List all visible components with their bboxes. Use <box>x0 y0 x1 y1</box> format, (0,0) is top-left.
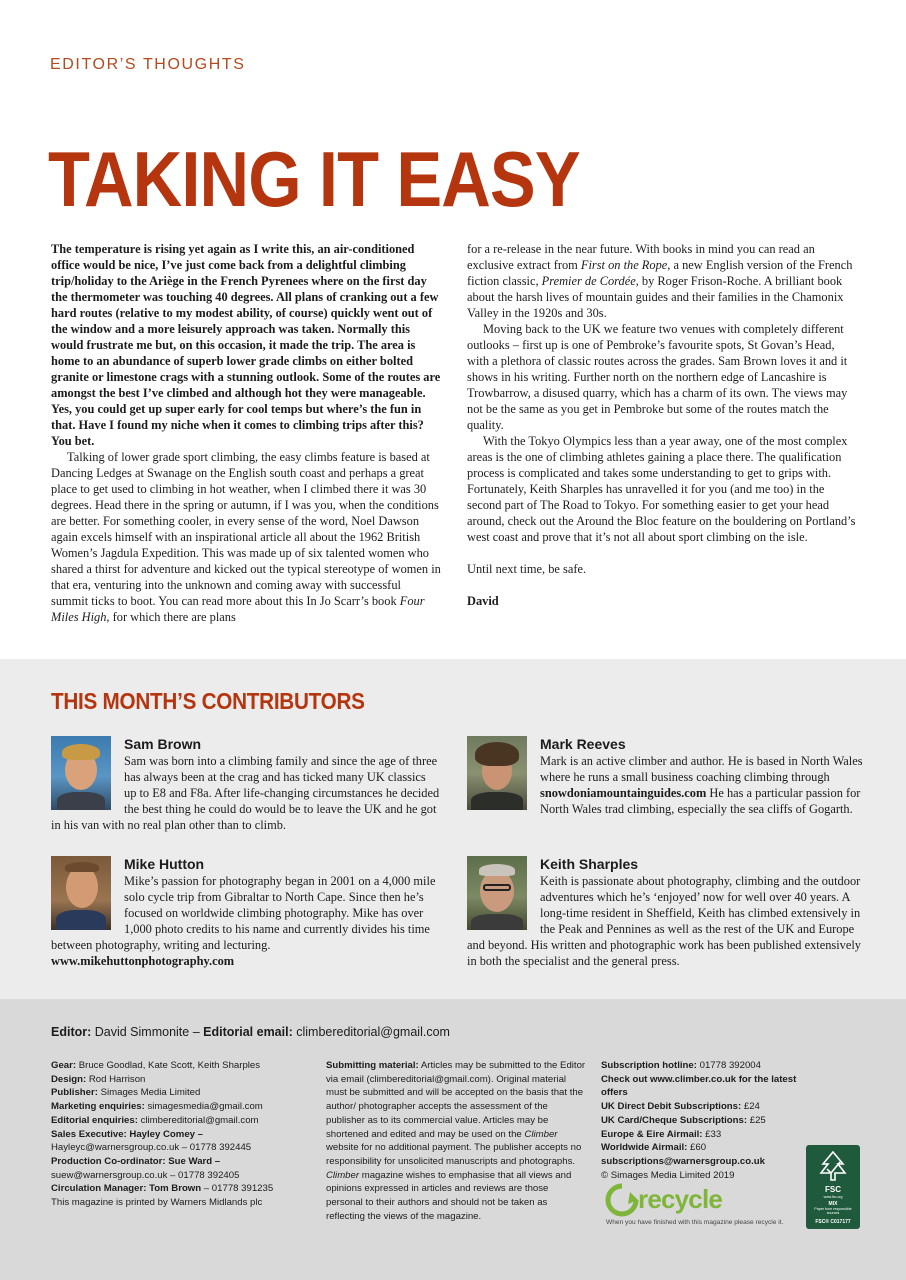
editor-signature: David <box>467 594 499 608</box>
editor-email[interactable]: climbereditorial@gmail.com <box>292 1025 450 1039</box>
fsc-badge <box>806 1145 860 1229</box>
contributor-name: Keith Sharples <box>540 856 639 872</box>
book-title: First on the Rope <box>580 258 668 272</box>
fsc-code: FSC® C017177 <box>815 1219 851 1225</box>
recycle-arrow-icon <box>604 1182 640 1218</box>
contributor-website-link[interactable]: snowdoniamountainguides.com <box>540 786 707 800</box>
credit-line: Sales Executive: Hayley Comey – <box>51 1128 203 1140</box>
contributor-bio: Sam was born into a climbing family and since the age of three has always been at the crag and has ticked many UK classics up to E8 and F8a. After life-changing circumstances he decided the best thing he could do would be to leave the UK and he got in his van with no real plan other than to climb. <box>51 754 440 832</box>
article-lead-paragraph: The temperature is rising yet again as I write this, an air-conditioned office would be nice, I’ve just come back from a delightful climbing trip/holiday to the Ariège in the French Pyrenees where on the first day the thermometer was touching 40 degrees. All plans of cranking out a few hard routes (relative to my modest ability, of course) quickly went out of the window and a more leisurely approach was taken. Normally this would frustrate me but, on this occasion, it made the trip. The area is home to an abundance of superb lower grade climbs on either bolted granite or limestone crags with a stunning outlook. Some of the routes are amongst the best I’ve climbed and although hot they were manageable. Yes, you could get up super early for cool temps but where’s the fun in that. Have I found my niche when it comes to climbing trips after this? You bet. <box>51 242 441 448</box>
book-title: Premier de Cordée <box>541 274 636 288</box>
article-paragraph <box>467 241 857 321</box>
credit-line: Marketing enquiries: simagesmedia@gmail.com <box>51 1101 263 1113</box>
editor-label: Editor: <box>51 1025 92 1039</box>
recycle-logo <box>604 1180 794 1230</box>
credit-line: Publisher: Simages Media Limited <box>51 1087 201 1099</box>
editor-credit <box>51 1025 450 1039</box>
contributor-bio: Keith is passionate about photography, climbing and the outdoor adventures which he’s ‘enjoyed’ now for well over 40 years. A long-time resident in Sheffield, Keith has climbed extensively in the Peak and Pennines as well as the rest of the UK and Europe and beyond. His written and photographic work has been published extensively in both the specialist and the general press. <box>467 874 862 968</box>
credit-line: Editorial enquiries: climbereditorial@gmail.com <box>51 1114 259 1126</box>
subscription-line: subscriptions@warnersgroup.co.uk <box>601 1155 765 1167</box>
contributor-bio: Mike’s passion for photography began in 2001 on a 4,000 mile solo cycle trip from Gibraltar to North Cape. Since then he’s focused on worldwide climbing photography. Mike has over 1,000 photo credits to his name and currently divides his time between photography, writing and lecturing. <box>51 874 436 952</box>
email-label: Editorial email: <box>203 1025 293 1039</box>
article-text: Talking of lower grade sport climbing, the easy climbs feature is based at Dancing Ledges at Swanage on the English south coast and perhaps a great place to get used to climbing in hot weather, when I climbed there it was 30 degrees. Head there in the spring or autumn, if I was you, when the conditions are better. For something cooler, in every sense of the word, Noel Dawson again excels himself with an inspirational article all about the 1962 British Women’s Jagdula Expedition. This was made up of six talented women who shared a thirst for adventure and kicked out the typical stereotype of women in that era, venturing into the unknown and coming away with successful summit ticks to boot. You can read more about this In Jo Scarr’s book <box>51 450 441 608</box>
credit-line: suew@warnersgroup.co.uk – 01778 392405 <box>51 1169 240 1181</box>
contributor-photo <box>467 856 527 930</box>
article-text: for a re-release in the near future. With books in mind you can read an exclusive extract from <box>467 242 815 272</box>
credit-line: Hayleyc@warnersgroup.co.uk – 01778 392445 <box>51 1142 252 1154</box>
article-text: , for which there are plans <box>106 610 236 624</box>
contributor-bio: Mark is an active climber and author. He is based in North Wales where he runs a small business coaching climbing through <box>540 754 863 784</box>
article-column-left <box>51 241 441 625</box>
contributor-sam-brown <box>51 736 441 833</box>
contributor-bio: He has a particular passion for North Wales trad climbing, especially the sea cliffs of Gogarth. <box>540 786 861 816</box>
subscription-line: Worldwide Airmail: £60 <box>601 1142 707 1154</box>
article-text: , a new English version of the French fiction classic, <box>467 258 853 288</box>
subscription-line: Subscription hotline: 01778 392004 <box>601 1060 761 1071</box>
contributor-name: Mike Hutton <box>124 856 205 872</box>
fsc-url: www.fsc.org <box>823 1195 843 1199</box>
contributor-name: Sam Brown <box>124 736 202 752</box>
fsc-wordmark: FSC <box>825 1185 841 1194</box>
credit-line: Gear: Bruce Goodlad, Kate Scott, Keith Sharples <box>51 1060 261 1071</box>
contributor-website-link[interactable]: www.mikehuttonphotography.com <box>51 954 235 968</box>
article-closing: Until next time, be safe. <box>467 562 587 576</box>
article-paragraph <box>51 449 441 625</box>
contributor-photo <box>51 736 111 810</box>
contributor-mark-reeves <box>467 736 867 817</box>
subscription-line: Check out www.climber.co.uk for the latest offers <box>601 1073 797 1099</box>
recycle-note: When you have finished with this magazine please recycle it. <box>606 1219 784 1226</box>
policy-label: Submitting material: <box>326 1060 419 1071</box>
contributor-photo <box>467 736 527 810</box>
fsc-paper-label: Paper from responsible sources <box>814 1207 852 1216</box>
tree-check-icon <box>816 1149 850 1183</box>
section-label: EDITOR’S THOUGHTS <box>50 56 246 73</box>
submission-policy: Submitting material: Articles may be submitted to the Editor via email (climbereditorial@gmail.com). Original material must be submitted and will be accepted on the basis that the author/ photographer accepts the assessment of the publisher as to its commercial value. Articles may be shortened and edited and may be used on the Climber website for no additional payment. The publisher accepts no responsibility for unsolicited manuscripts and photographs. Climber magazine wishes to emphasise that all views and opinions expressed in articles and reviews are those personal to their authors and should not be taken as reflecting the views of the magazine. <box>326 1060 586 1222</box>
fsc-mix-label: MIX <box>828 1201 838 1207</box>
staff-credits <box>51 1059 306 1210</box>
article-paragraph: Moving back to the UK we feature two venues with completely different outlooks – first up is one of Pembroke’s favourite spots, St Govan’s Head, with a plethora of classic routes across the grades. Sam Brown loves it and it shows in his writing. Further north on the northern edge of Lancashire is Trowbarrow, a disused quarry, which has a charm of its own. The views may not be the same as you get in Pembroke but some of the routes match the quality. <box>467 322 848 432</box>
contributor-name: Mark Reeves <box>540 736 626 752</box>
subscription-line: UK Direct Debit Subscriptions: £24 <box>601 1101 760 1113</box>
article-text: , by Roger Frison-Roche. A brilliant book about the harsh lives of mountain guides and their families in the Chamonix Valley in the 1920s and 30s. <box>467 274 844 320</box>
credit-line: Production Co-ordinator: Sue Ward – <box>51 1155 221 1167</box>
book-title: Four Miles High <box>51 594 425 624</box>
recycle-wordmark: recycle <box>638 1184 723 1214</box>
contributor-mike-hutton <box>51 856 441 969</box>
subscription-line: UK Card/Cheque Subscriptions: £25 <box>601 1114 766 1126</box>
subscription-line: © Simages Media Limited 2019 <box>601 1169 735 1181</box>
credit-line: Design: Rod Harrison <box>51 1073 146 1085</box>
contributor-photo <box>51 856 111 930</box>
contributor-keith-sharples <box>467 856 867 969</box>
credit-line: This magazine is printed by Warners Midlands plc <box>51 1197 263 1209</box>
subscription-info <box>601 1059 801 1182</box>
page-title: TAKING IT EASY <box>48 135 580 223</box>
article-column-right <box>467 241 857 609</box>
credit-line: Circulation Manager: Tom Brown – 01778 391235 <box>51 1183 274 1195</box>
article-paragraph: With the Tokyo Olympics less than a year away, one of the most complex areas is the one of climbing athletes gaining a place there. The qualification process is complicated and takes some understanding to get to grips with. Fortunately, Keith Sharples has unravelled it for you (and me too) in the second part of The Road to Tokyo. For something easier to get your head around, check out the Around the Bloc feature on the bouldering on Portland’s west coast and prove that it’s not all about sport climbing on the isle. <box>467 434 856 544</box>
editor-name: David Simmonite – <box>91 1025 204 1039</box>
contributors-heading: THIS MONTH’S CONTRIBUTORS <box>51 688 365 714</box>
subscription-line: Europe & Eire Airmail: £33 <box>601 1128 722 1140</box>
